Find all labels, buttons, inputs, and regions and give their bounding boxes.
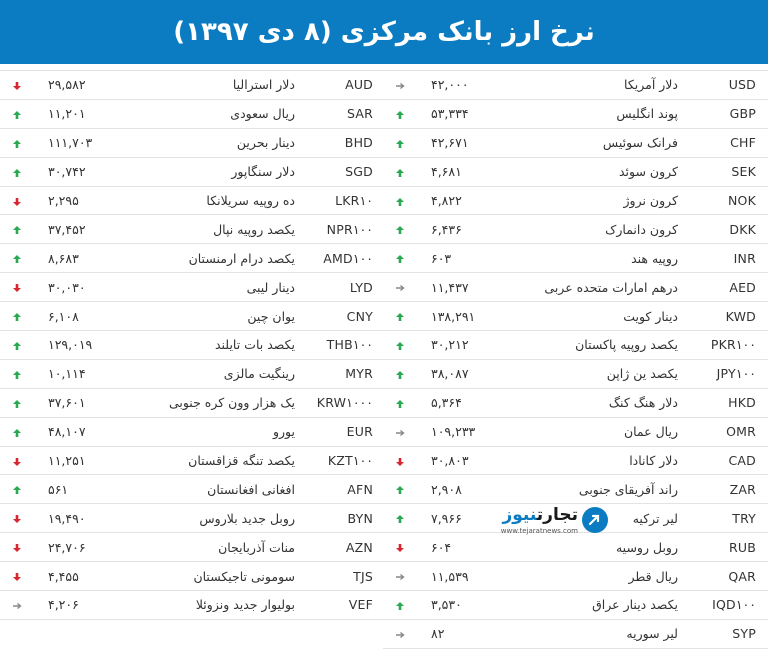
trend-up-icon: [395, 484, 405, 494]
trend-up-icon: [395, 369, 405, 379]
rate-value: ۲۴,۷۰۶: [48, 539, 86, 555]
table-row: [383, 447, 768, 476]
trend-flat-icon: [395, 629, 405, 639]
table-row: [0, 244, 385, 273]
currency-name: دلار سنگاپور: [231, 164, 295, 180]
table-row: [0, 418, 385, 447]
currency-name: روبل روسیه: [615, 539, 678, 555]
rate-value: ۳۰,۰۳۰: [48, 279, 86, 295]
currency-name: لیر سوریه: [626, 626, 678, 642]
currency-code: AFN: [347, 481, 373, 497]
trend-down-icon: [12, 282, 22, 292]
currency-name: دینار بحرین: [236, 135, 295, 151]
rate-value: ۱۰,۱۱۴: [48, 366, 86, 382]
currency-code: PKR۱۰۰: [710, 337, 756, 353]
table-row: [0, 187, 385, 216]
table-row: [0, 129, 385, 158]
table-row: [0, 273, 385, 302]
trend-up-icon: [12, 109, 22, 119]
trend-up-icon: [12, 167, 22, 177]
currency-name: دینار کویت: [623, 308, 678, 324]
currency-name: دلار کانادا: [629, 453, 678, 469]
currency-code: NOK: [728, 193, 756, 208]
table-row: [383, 562, 768, 591]
trend-down-icon: [12, 542, 22, 552]
rate-value: ۴۲,۶۷۱: [431, 135, 469, 151]
currency-code: AMD۱۰۰: [323, 250, 373, 266]
currency-code: TRY: [732, 510, 756, 526]
currency-code: DKK: [729, 221, 756, 237]
rate-value: ۵۶۱: [48, 481, 69, 497]
currency-code: ZAR: [729, 481, 756, 497]
rate-value: ۴۸,۱۰۷: [48, 424, 86, 440]
trend-down-icon: [12, 456, 22, 466]
currency-name: روپیه هند: [631, 250, 678, 266]
rate-value: ۳۸,۰۸۷: [431, 366, 469, 382]
currency-code: INR: [733, 250, 756, 266]
trend-up-icon: [395, 398, 405, 408]
rate-value: ۴,۸۲۲: [431, 193, 462, 208]
trend-up-icon: [395, 224, 405, 234]
logo-brand-main: تجارت: [536, 505, 578, 525]
currency-name: یکصد ین ژاپن: [606, 366, 678, 382]
logo-brand: [502, 505, 578, 525]
rate-value: ۲,۲۹۵: [48, 193, 79, 208]
currency-code: HKD: [728, 395, 756, 411]
rate-value: ۶,۴۳۶: [431, 221, 462, 237]
currency-code: SYP: [732, 626, 756, 642]
currency-name: دلار هنگ کنگ: [608, 395, 678, 411]
trend-down-icon: [12, 513, 22, 523]
trend-flat-icon: [395, 427, 405, 437]
table-row: [0, 591, 385, 620]
currency-name: یکصد درام ارمنستان: [188, 250, 295, 266]
rate-value: ۳۰,۲۱۲: [431, 337, 469, 353]
trend-up-icon: [12, 253, 22, 263]
currency-code: TJS: [353, 568, 373, 584]
currency-name: ریال عمان: [623, 424, 678, 440]
trend-up-icon: [12, 369, 22, 379]
currency-code: NPR۱۰۰: [326, 221, 373, 237]
currency-code: AZN: [345, 539, 373, 555]
currency-name: یکصد بات تایلند: [214, 337, 295, 353]
table-row: [0, 100, 385, 129]
table-row: [383, 187, 768, 216]
currency-name: افغانی افغانستان: [207, 481, 295, 497]
currency-code: KRW۱۰۰۰: [316, 395, 373, 411]
currency-name: رینگیت مالزی: [223, 366, 295, 382]
table-row: [383, 360, 768, 389]
currency-name: بولیوار جدید ونزوئلا: [195, 597, 295, 613]
trend-down-icon: [12, 196, 22, 206]
rate-value: ۲,۹۰۸: [431, 481, 462, 497]
trend-up-icon: [395, 253, 405, 263]
currency-code: MYR: [345, 366, 373, 382]
table-row: [0, 331, 385, 360]
table-row: [383, 418, 768, 447]
currency-code: CNY: [346, 308, 373, 324]
currency-code: CHF: [730, 135, 756, 151]
trend-up-icon: [12, 427, 22, 437]
rate-value: ۴,۴۵۵: [48, 568, 79, 584]
table-row: [0, 215, 385, 244]
rate-value: ۱۱,۴۳۷: [431, 279, 469, 295]
table-row: [383, 620, 768, 649]
trend-up-icon: [12, 138, 22, 148]
table-row: [0, 475, 385, 504]
trend-flat-icon: [12, 600, 22, 610]
trend-down-icon: [12, 80, 22, 90]
currency-code: GBP: [729, 106, 756, 122]
rate-value: ۱۱۱,۷۰۳: [48, 135, 93, 151]
rate-value: ۷,۹۶۶: [431, 510, 462, 526]
logo-brand-accent: نیوز: [502, 505, 537, 525]
table-row: [0, 302, 385, 331]
rate-value: ۸۲: [431, 626, 445, 642]
trend-up-icon: [395, 196, 405, 206]
table-row: [383, 273, 768, 302]
currency-name: ریال قطر: [628, 568, 678, 584]
rate-value: ۱۱,۲۵۱: [48, 453, 86, 469]
trend-down-icon: [395, 542, 405, 552]
currency-name: یکصد دینار عراق: [592, 597, 678, 613]
trend-up-icon: [395, 513, 405, 523]
rate-value: ۱۲۹,۰۱۹: [48, 337, 93, 353]
rate-value: ۴,۲۰۶: [48, 597, 79, 613]
trend-up-icon: [395, 167, 405, 177]
rate-value: ۴۲,۰۰۰: [431, 77, 469, 93]
currency-code: SEK: [731, 164, 756, 180]
table-row: [0, 504, 385, 533]
currency-name: درهم امارات متحده عربی: [544, 279, 678, 295]
trend-flat-icon: [395, 80, 405, 90]
currency-name: یکصد تنگه قزاقستان: [188, 453, 295, 469]
rate-value: ۱۰۹,۲۳۳: [431, 424, 476, 440]
trend-up-icon: [395, 109, 405, 119]
currency-code: VEF: [348, 597, 373, 613]
rate-value: ۳,۵۳۰: [431, 597, 462, 613]
table-row: [383, 244, 768, 273]
arrow-logo-icon: [582, 507, 608, 533]
rate-value: ۶۰۴: [431, 539, 452, 555]
currency-code: BHD: [344, 135, 373, 151]
trend-down-icon: [12, 571, 22, 581]
table-row: [0, 158, 385, 187]
currency-code: USD: [728, 77, 756, 93]
rate-value: ۲۹,۵۸۲: [48, 77, 86, 93]
currency-name: دلار استرالیا: [232, 77, 295, 93]
table-row: [0, 533, 385, 562]
currency-code: EUR: [346, 424, 373, 440]
currency-name: یک هزار وون کره جنوبی: [168, 395, 295, 411]
table-row: [0, 562, 385, 591]
trend-flat-icon: [395, 571, 405, 581]
currency-name: ریال سعودی: [230, 106, 295, 122]
trend-flat-icon: [395, 282, 405, 292]
currency-code: BYN: [347, 510, 373, 526]
trend-up-icon: [12, 340, 22, 350]
table-row: [0, 447, 385, 476]
table-row: [383, 158, 768, 187]
currency-code: THB۱۰۰: [326, 337, 373, 353]
rate-value: ۱۱,۵۳۹: [431, 568, 469, 584]
table-row: [383, 215, 768, 244]
trend-up-icon: [395, 138, 405, 148]
currency-code: AED: [729, 279, 756, 295]
rate-value: ۴,۶۸۱: [431, 164, 462, 180]
currency-name: فرانک سوئیس: [602, 135, 678, 151]
currency-code: RUB: [728, 539, 756, 555]
currency-code: LKR۱۰: [335, 193, 373, 208]
currency-name: دینار لیبی: [246, 279, 295, 295]
table-row: [383, 591, 768, 620]
currency-name: کرون دانمارک: [605, 221, 678, 237]
rate-value: ۱۱,۲۰۱: [48, 106, 86, 122]
currency-name: راند آفریقای جنوبی: [578, 481, 678, 497]
rate-value: ۶,۱۰۸: [48, 308, 79, 324]
currency-name: سومونی تاجیکستان: [193, 568, 295, 584]
currency-name: کرون سوئد: [618, 164, 678, 180]
table-row: [383, 100, 768, 129]
currency-code: SAR: [346, 106, 373, 122]
watermark-logo: [490, 505, 610, 539]
currency-code: AUD: [345, 77, 373, 93]
trend-up-icon: [12, 224, 22, 234]
currency-code: JPY۱۰۰: [716, 366, 756, 382]
trend-up-icon: [12, 311, 22, 321]
trend-up-icon: [395, 311, 405, 321]
rate-value: ۳۷,۴۵۲: [48, 221, 86, 237]
currency-name: منات آذربایجان: [218, 539, 295, 555]
currency-code: QAR: [728, 568, 756, 584]
page-header: [0, 0, 768, 64]
currency-table-right: [383, 70, 768, 649]
table-row: [383, 389, 768, 418]
currency-code: LYD: [349, 279, 373, 295]
rate-value: ۳۰,۸۰۳: [431, 453, 469, 469]
rate-value: ۳۰,۷۴۲: [48, 164, 86, 180]
rate-value: ۱۳۸,۲۹۱: [431, 308, 476, 324]
currency-name: یوان چین: [247, 308, 295, 324]
rate-value: ۱۹,۴۹۰: [48, 510, 86, 526]
table-row: [0, 360, 385, 389]
currency-name: یورو: [272, 424, 295, 440]
table-row: [383, 331, 768, 360]
table-row: [383, 302, 768, 331]
currency-name: لیر ترکیه: [632, 510, 678, 526]
currency-code: KWD: [725, 308, 756, 324]
currency-name: دلار آمریکا: [624, 77, 678, 93]
currency-table-left: [0, 70, 385, 620]
table-row: [383, 129, 768, 158]
currency-name: کرون نروژ: [623, 193, 678, 208]
currency-code: SGD: [345, 164, 373, 180]
currency-name: روبل جدید بلاروس: [199, 510, 295, 526]
table-row: [0, 71, 385, 100]
logo-site: www.tejaratnews.com: [500, 527, 578, 535]
currency-code: IQD۱۰۰: [712, 597, 756, 613]
currency-code: CAD: [728, 453, 756, 469]
rate-value: ۵۳,۳۳۴: [431, 106, 469, 122]
table-row: [383, 71, 768, 100]
rate-value: ۵,۳۶۴: [431, 395, 462, 411]
trend-up-icon: [12, 398, 22, 408]
trend-up-icon: [12, 484, 22, 494]
table-row: [0, 389, 385, 418]
rate-value: ۸,۶۸۳: [48, 250, 79, 266]
trend-up-icon: [395, 340, 405, 350]
currency-name: ده روپیه سریلانکا: [206, 193, 295, 208]
currency-name: پوند انگلیس: [616, 106, 678, 122]
currency-name: یکصد روپیه نپال: [213, 221, 295, 237]
currency-name: یکصد روپیه پاکستان: [575, 337, 678, 353]
currency-code: OMR: [726, 424, 756, 440]
table-row: [383, 475, 768, 504]
rate-value: ۶۰۳: [431, 250, 452, 266]
trend-down-icon: [395, 456, 405, 466]
currency-code: KZT۱۰۰: [327, 453, 373, 469]
rate-value: ۳۷,۶۰۱: [48, 395, 86, 411]
trend-up-icon: [395, 600, 405, 610]
page-title: نرخ ارز بانک مرکزی (۸ دی ۱۳۹۷): [173, 17, 595, 47]
